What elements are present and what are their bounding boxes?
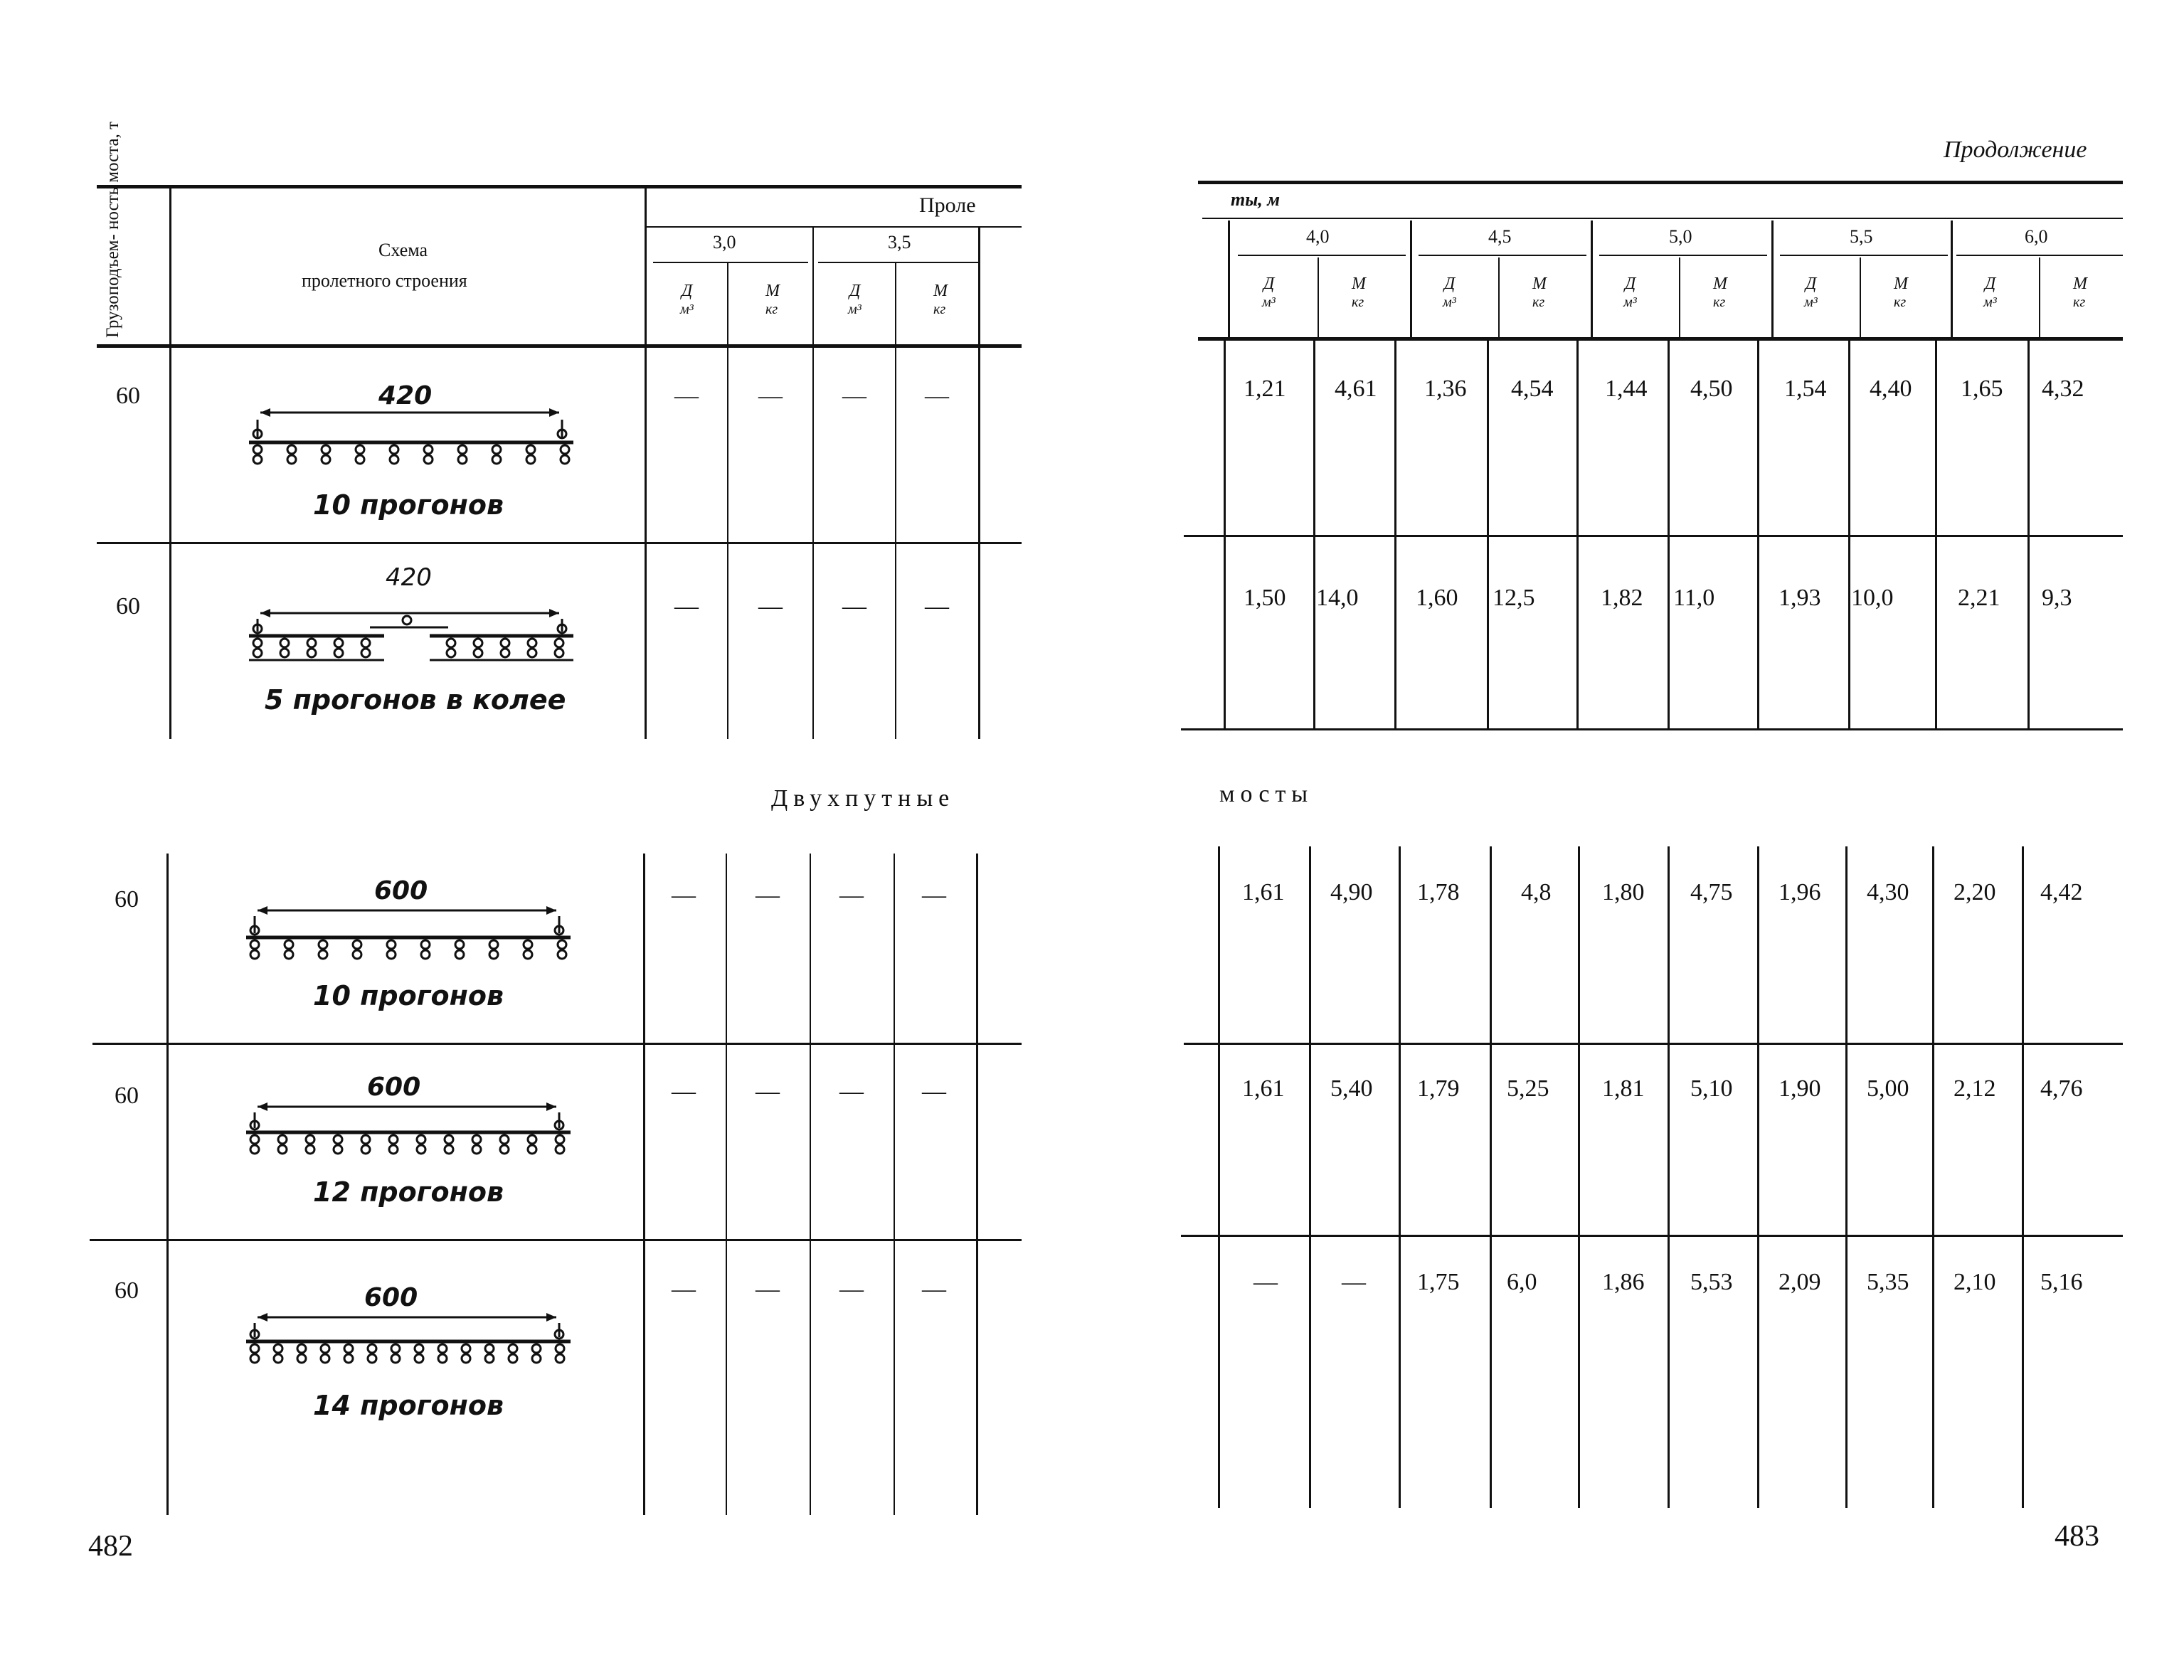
table-top-rule	[97, 185, 1022, 188]
continuation-label: Продолжение	[1944, 137, 2087, 163]
table-cell: 6,0	[1507, 1269, 1537, 1295]
table-cell: 2,12	[1954, 1075, 1996, 1102]
table-cell: 11,0	[1673, 585, 1715, 611]
table-cell: 14,0	[1316, 585, 1359, 611]
table-cell: 1,93	[1779, 585, 1821, 611]
table-cell: 5,53	[1690, 1269, 1733, 1295]
table-cell: —	[925, 383, 949, 409]
table-cell: 4,30	[1867, 879, 1909, 905]
table-cell: 4,8	[1521, 879, 1552, 905]
table-cell: 1,79	[1417, 1075, 1460, 1102]
table-cell: —	[1342, 1269, 1366, 1295]
table-cell: 1,61	[1242, 1075, 1285, 1102]
capacity-value: 60	[116, 383, 140, 409]
table-cell: —	[672, 882, 696, 908]
table-cell: 1,81	[1602, 1075, 1645, 1102]
table-cell: 1,86	[1602, 1269, 1645, 1295]
scheme-header-line2: пролетного строения	[302, 270, 467, 291]
table-cell: —	[674, 593, 699, 620]
table-cell: —	[758, 383, 783, 409]
span-dimension-label: 600	[367, 1073, 421, 1102]
table-cell: 1,90	[1779, 1075, 1821, 1102]
page-number-right: 483	[2055, 1520, 2099, 1553]
table-cell: 5,10	[1690, 1075, 1733, 1102]
span-dimension-label: 420	[386, 563, 432, 592]
table-cell: —	[758, 593, 783, 620]
table-cell: —	[922, 1078, 946, 1105]
table-cell: 2,20	[1954, 879, 1996, 905]
table-cell: —	[922, 882, 946, 908]
table-cell: 1,54	[1784, 376, 1827, 402]
table-cell: 1,21	[1244, 376, 1286, 402]
span-dimension-label: 420	[378, 381, 433, 410]
span-5-5: 5,5	[1850, 226, 1873, 247]
table-cell: —	[842, 593, 866, 620]
capacity-header: Грузоподъем- ность моста, т	[103, 121, 122, 338]
span-scheme-diagram	[242, 588, 583, 673]
scheme-caption: 10 прогонов	[313, 980, 504, 1011]
table-cell: 4,32	[2042, 376, 2084, 402]
capacity-value: 60	[116, 593, 140, 620]
table-cell: 4,90	[1330, 879, 1373, 905]
table-cell: 1,82	[1601, 585, 1643, 611]
table-cell: 5,35	[1867, 1269, 1909, 1295]
table-cell: 1,80	[1602, 879, 1645, 905]
table-cell: 5,40	[1330, 1075, 1373, 1102]
span-3-5: 3,5	[888, 232, 911, 252]
table-cell: 1,96	[1779, 879, 1821, 905]
scheme-header-line1: Схема	[378, 240, 428, 260]
capacity-value: 60	[115, 1277, 139, 1304]
table-cell: 4,61	[1335, 376, 1377, 402]
table-cell: 1,78	[1417, 879, 1460, 905]
span-dimension-label: 600	[364, 1283, 418, 1312]
table-cell: 4,40	[1870, 376, 1912, 402]
table-cell: 4,42	[2040, 879, 2083, 905]
span-dimension-label: 600	[374, 876, 428, 905]
table-cell: —	[756, 882, 780, 908]
span-3-0: 3,0	[713, 232, 736, 252]
table-cell: 1,61	[1242, 879, 1285, 905]
table-cell: 1,50	[1244, 585, 1286, 611]
table-cell: 4,50	[1690, 376, 1733, 402]
table-cell: 9,3	[2042, 585, 2072, 611]
table-cell: —	[842, 383, 866, 409]
table-header-rule	[97, 344, 1022, 348]
section-title-right: мосты	[1219, 781, 1314, 807]
table-cell: —	[672, 1078, 696, 1105]
table-cell: 1,75	[1417, 1269, 1460, 1295]
table-cell: 5,00	[1867, 1075, 1909, 1102]
page-number-left: 482	[88, 1530, 133, 1563]
scheme-caption: 5 прогонов в колее	[265, 684, 566, 716]
capacity-value: 60	[115, 886, 139, 913]
scheme-caption: 12 прогонов	[313, 1176, 504, 1208]
table-cell: —	[756, 1078, 780, 1105]
table-cell: —	[839, 1078, 864, 1105]
table-cell: 1,60	[1416, 585, 1458, 611]
table-cell: 4,76	[2040, 1075, 2083, 1102]
table-top-rule	[1198, 181, 2123, 184]
table-header-rule	[1198, 337, 2123, 341]
table-cell: —	[922, 1276, 946, 1302]
table-cell: —	[839, 882, 864, 908]
table-cell: 4,54	[1511, 376, 1554, 402]
scheme-caption: 10 прогонов	[313, 489, 504, 521]
scheme-caption: 14 прогонов	[313, 1390, 504, 1421]
table-cell: —	[1253, 1269, 1278, 1295]
table-cell: 5,16	[2040, 1269, 2083, 1295]
span-4-0: 4,0	[1306, 226, 1330, 247]
table-cell: —	[839, 1276, 864, 1302]
span-4-5: 4,5	[1488, 226, 1512, 247]
table-cell: 1,44	[1605, 376, 1648, 402]
table-cell: 2,21	[1958, 585, 2000, 611]
table-cell: —	[925, 593, 949, 620]
table-cell: 2,09	[1779, 1269, 1821, 1295]
table-cell: —	[674, 383, 699, 409]
span-6-0: 6,0	[2025, 226, 2048, 247]
section-title-left: Двухпутные	[771, 785, 955, 812]
table-cell: 2,10	[1954, 1269, 1996, 1295]
table-cell: 5,25	[1507, 1075, 1549, 1102]
capacity-value: 60	[115, 1083, 139, 1109]
table-cell: 1,36	[1424, 376, 1467, 402]
span-header-tail: ты, м	[1231, 189, 1281, 210]
table-cell: 12,5	[1493, 585, 1535, 611]
span-5-0: 5,0	[1669, 226, 1692, 247]
table-cell: —	[756, 1276, 780, 1302]
span-header-partial: Проле	[919, 193, 976, 217]
table-cell: 1,65	[1961, 376, 2003, 402]
table-cell: —	[672, 1276, 696, 1302]
table-cell: 4,75	[1690, 879, 1733, 905]
table-cell: 10,0	[1851, 585, 1894, 611]
